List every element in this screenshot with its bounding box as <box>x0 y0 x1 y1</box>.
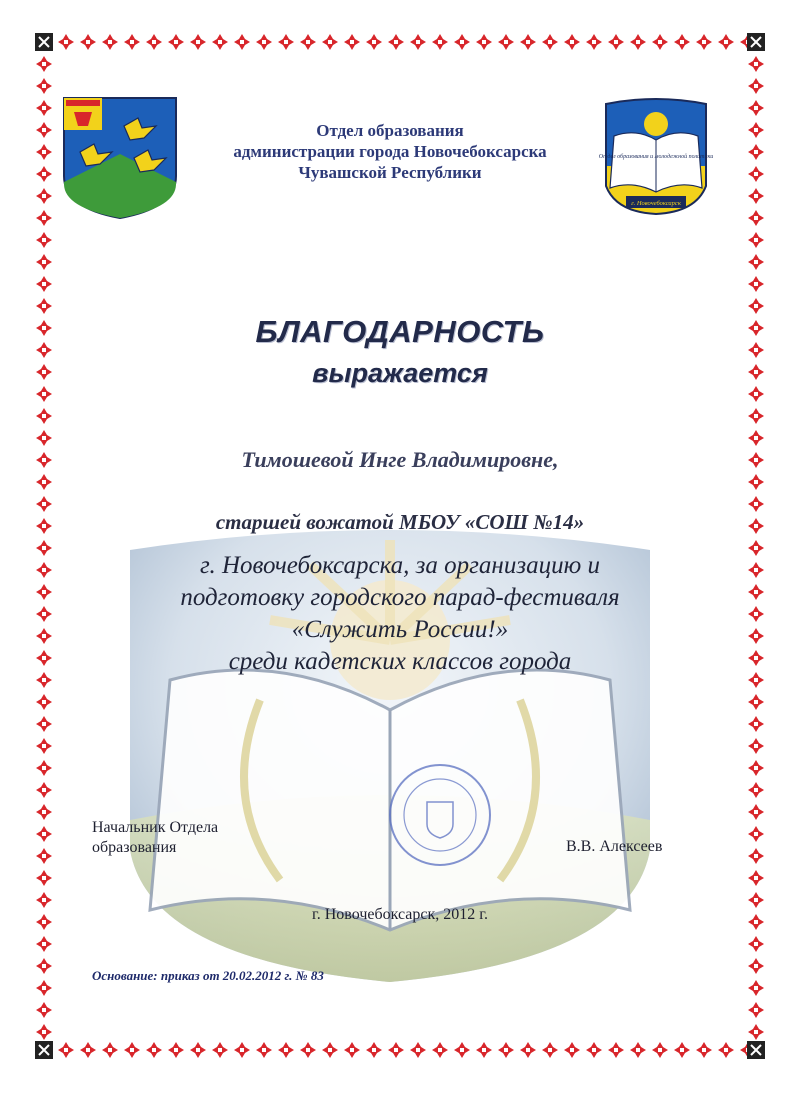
signatory-title-line-1: Начальник Отдела <box>92 819 219 836</box>
border-ornament <box>36 716 52 732</box>
border-ornament <box>696 1042 712 1058</box>
border-ornament <box>36 144 52 160</box>
border-ornament <box>696 34 712 50</box>
border-ornament <box>36 496 52 512</box>
border-ornament <box>388 1042 404 1058</box>
border-ornament <box>36 936 52 952</box>
border-ornament <box>36 826 52 842</box>
border-ornament <box>748 56 764 72</box>
border-ornament <box>748 100 764 116</box>
border-ornament <box>630 34 646 50</box>
border-ornament <box>652 34 668 50</box>
border-ornament <box>498 34 514 50</box>
border-ornament <box>36 364 52 380</box>
border-ornament <box>36 232 52 248</box>
border-ornament <box>748 276 764 292</box>
recipient-position: старшей вожатой МБОУ «СОШ №14» <box>215 510 585 534</box>
border-ornament <box>36 100 52 116</box>
border-ornament <box>36 672 52 688</box>
body-line-1: г. Новочебоксарска, за организацию и <box>200 552 600 579</box>
border-ornament <box>564 34 580 50</box>
border-ornament <box>36 210 52 226</box>
border-ornament <box>234 34 250 50</box>
border-ornament <box>748 1024 764 1040</box>
border-ornament <box>748 408 764 424</box>
place-and-date: г. Новочебоксарск, 2012 г. <box>311 906 489 923</box>
border-ornament <box>748 386 764 402</box>
border-ornament <box>748 232 764 248</box>
issuer-line-1: Отдел образования <box>316 121 464 140</box>
border-ornament <box>748 914 764 930</box>
border-ornament <box>256 34 272 50</box>
border-ornament <box>748 518 764 534</box>
border-ornament <box>748 540 764 556</box>
border-ornament <box>748 188 764 204</box>
border-ornament <box>36 848 52 864</box>
border-ornament <box>58 1042 74 1058</box>
border-ornament <box>608 1042 624 1058</box>
border-ornament <box>36 914 52 930</box>
border-ornament <box>322 1042 338 1058</box>
border-ornament <box>146 34 162 50</box>
border-ornament <box>718 1042 734 1058</box>
basis-note: Основание: приказ от 20.02.2012 г. № 83 <box>92 968 324 983</box>
border-ornament <box>652 1042 668 1058</box>
border-ornament <box>748 430 764 446</box>
border-ornament <box>36 694 52 710</box>
border-ornament <box>432 1042 448 1058</box>
border-ornament <box>748 320 764 336</box>
border-ornament <box>748 584 764 600</box>
official-stamp-icon <box>385 760 495 870</box>
border-ornament <box>36 254 52 270</box>
border-ornament <box>748 606 764 622</box>
border-ornament <box>748 650 764 666</box>
border-ornament <box>388 34 404 50</box>
border-ornament <box>498 1042 514 1058</box>
body-line-4: среди кадетских классов города <box>228 648 572 675</box>
border-ornament <box>520 34 536 50</box>
border-ornament <box>748 474 764 490</box>
border-ornament <box>748 870 764 886</box>
border-ornament <box>234 1042 250 1058</box>
border-ornament <box>124 34 140 50</box>
border-ornament <box>748 980 764 996</box>
border-ornament <box>718 34 734 50</box>
border-ornament <box>748 936 764 952</box>
department-emblem-icon <box>596 96 716 216</box>
border-ornament <box>748 298 764 314</box>
certificate-subtitle: выражается <box>312 358 488 388</box>
border-ornament <box>344 34 360 50</box>
certificate-body <box>100 550 700 678</box>
border-ornament <box>36 518 52 534</box>
border-ornament <box>36 474 52 490</box>
border-ornament <box>366 1042 382 1058</box>
border-ornament <box>36 958 52 974</box>
border-ornament <box>454 1042 470 1058</box>
emblem-top-text: Отдел образования и молодежной политики <box>598 154 714 160</box>
border-ornament <box>410 1042 426 1058</box>
border-ornament <box>748 826 764 842</box>
border-ornament <box>36 892 52 908</box>
border-ornament <box>748 738 764 754</box>
border-ornament <box>748 628 764 644</box>
border-ornament <box>278 34 294 50</box>
border-ornament <box>586 34 602 50</box>
border-ornament <box>36 782 52 798</box>
border-ornament <box>748 364 764 380</box>
border-ornament <box>278 1042 294 1058</box>
border-ornament <box>410 34 426 50</box>
border-ornament <box>748 78 764 94</box>
border-ornament <box>322 34 338 50</box>
border-ornament <box>748 716 764 732</box>
border-ornament <box>168 34 184 50</box>
border-ornament <box>454 34 470 50</box>
coat-of-arms-icon <box>62 96 178 220</box>
border-ornament <box>36 166 52 182</box>
border-ornament <box>476 1042 492 1058</box>
border-ornament <box>168 1042 184 1058</box>
border-ornament <box>748 804 764 820</box>
border-ornament <box>36 342 52 358</box>
border-ornament <box>36 122 52 138</box>
border-ornament <box>748 254 764 270</box>
border-ornament <box>748 166 764 182</box>
issuer-line-2: администрации города Новочебоксарска <box>233 142 547 161</box>
border-ornament <box>674 34 690 50</box>
border-ornament <box>748 1002 764 1018</box>
border-ornament <box>190 34 206 50</box>
border-ornament <box>36 584 52 600</box>
border-ornament <box>608 34 624 50</box>
border-ornament <box>748 672 764 688</box>
border-ornament <box>102 1042 118 1058</box>
border-ornament <box>80 1042 96 1058</box>
issuer-line-3: Чувашской Республики <box>298 163 482 182</box>
border-ornament <box>36 738 52 754</box>
border-ornament <box>300 1042 316 1058</box>
border-ornament <box>36 320 52 336</box>
signatory-name: В.В. Алексеев <box>566 838 663 855</box>
border-ornament <box>124 1042 140 1058</box>
emblem-bottom-text: г. Новочебоксарск <box>631 200 681 207</box>
border-ornament <box>80 34 96 50</box>
border-ornament <box>748 782 764 798</box>
border-ornament <box>212 1042 228 1058</box>
border-ornament <box>36 650 52 666</box>
border-ornament <box>748 342 764 358</box>
border-ornament <box>748 122 764 138</box>
border-ornament <box>58 34 74 50</box>
border-ornament <box>36 276 52 292</box>
border-ornament <box>674 1042 690 1058</box>
border-ornament <box>366 34 382 50</box>
border-ornament <box>36 628 52 644</box>
border-ornament <box>36 540 52 556</box>
border-ornament <box>36 452 52 468</box>
body-line-3: «Служить России!» <box>291 616 509 643</box>
border-ornament <box>344 1042 360 1058</box>
border-ornament <box>212 34 228 50</box>
border-ornament <box>36 760 52 776</box>
border-ornament <box>748 144 764 160</box>
border-ornament <box>432 34 448 50</box>
signatory-title <box>92 818 218 858</box>
border-ornament <box>748 694 764 710</box>
border-ornament <box>748 848 764 864</box>
border-ornament <box>748 496 764 512</box>
border-ornament <box>564 1042 580 1058</box>
border-ornament <box>36 56 52 72</box>
border-ornament <box>748 452 764 468</box>
signatory-title-line-2: образования <box>92 839 177 856</box>
border-ornament <box>36 870 52 886</box>
border-ornament <box>36 188 52 204</box>
border-ornament <box>748 892 764 908</box>
border-ornament <box>36 298 52 314</box>
border-ornament <box>300 34 316 50</box>
border-ornament <box>476 34 492 50</box>
border-ornament <box>36 606 52 622</box>
border-ornament <box>748 562 764 578</box>
recipient-name: Тимошевой Инге Владимировне, <box>241 447 559 472</box>
border-ornament <box>36 78 52 94</box>
border-ornament <box>36 1024 52 1040</box>
border-ornament <box>748 210 764 226</box>
border-ornament <box>190 1042 206 1058</box>
border-ornament <box>36 408 52 424</box>
border-ornament <box>102 34 118 50</box>
border-ornament <box>36 980 52 996</box>
border-ornament <box>36 562 52 578</box>
border-ornament <box>256 1042 272 1058</box>
certificate-title: БЛАГОДАРНОСТЬ <box>255 314 545 349</box>
border-ornament <box>542 34 558 50</box>
body-line-2: подготовку городского парад-фестиваля <box>180 584 620 611</box>
border-ornament <box>630 1042 646 1058</box>
border-ornament <box>36 804 52 820</box>
issuer-header <box>190 120 590 183</box>
border-ornament <box>586 1042 602 1058</box>
border-ornament <box>36 430 52 446</box>
border-ornament <box>36 386 52 402</box>
border-ornament <box>748 760 764 776</box>
border-ornament <box>36 1002 52 1018</box>
border-ornament <box>146 1042 162 1058</box>
border-ornament <box>542 1042 558 1058</box>
border-ornament <box>748 958 764 974</box>
border-ornament <box>520 1042 536 1058</box>
